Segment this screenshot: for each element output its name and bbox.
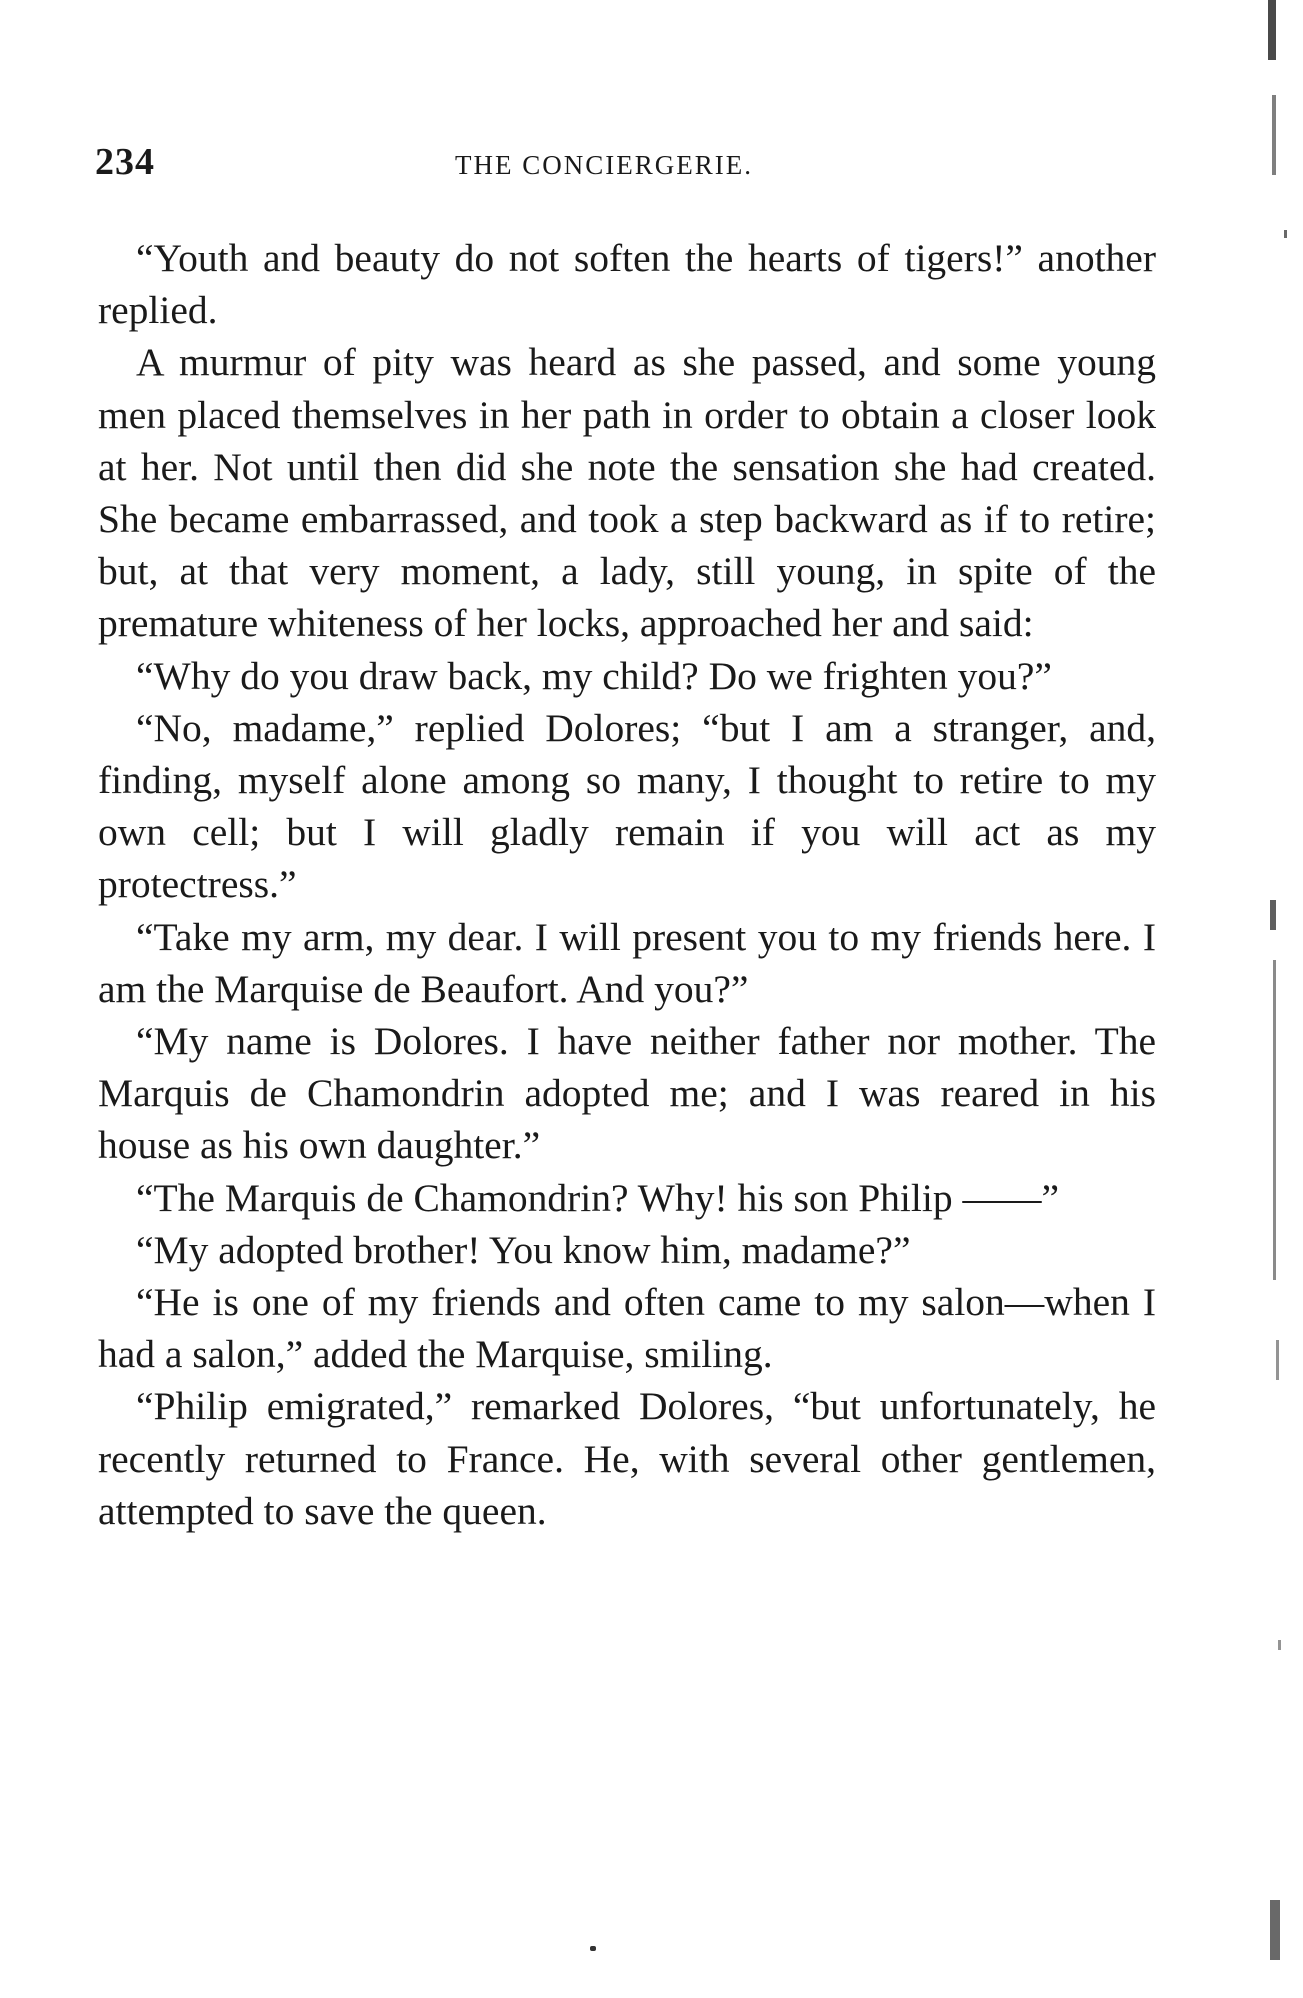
paragraph: “Why do you draw back, my child? Do we frighten you?” xyxy=(136,653,1052,698)
paragraph: A murmur of pity was heard as she passed, and some young men placed themselves in her path in order to obtain a closer look at her. Not until then did she note the sensation she had created. She became embarrassed, and took a step backward as if to retire; but, at that very moment, a lady, still young, in spite of the premature whiteness of her locks, approached her and said: xyxy=(98,340,1156,646)
scan-edge-mark xyxy=(1284,230,1287,238)
scan-edge-mark xyxy=(1278,1640,1281,1650)
scan-edge-mark xyxy=(1268,0,1276,60)
paragraph: “The Marquis de Chamondrin? Why! his son Philip ——” xyxy=(136,1175,1060,1220)
paragraph: “Philip emigrated,” remarked Dolores, “but unfortunately, he recently returned to France. He, with several other gentlemen, attempted to save the queen. xyxy=(98,1384,1156,1533)
scan-edge-mark xyxy=(1270,1900,1280,1960)
running-title: THE CONCIERGERIE. xyxy=(455,150,753,180)
body-text xyxy=(98,232,1156,1537)
scan-edge-mark xyxy=(1270,900,1276,930)
paragraph: “He is one of my friends and often came to my salon—when I had a salon,” added the Marquise, smiling. xyxy=(98,1280,1156,1377)
paragraph: “No, madame,” replied Dolores; “but I am a stranger, and, finding, myself alone among so many, I thought to retire to my own cell; but I will gladly remain if you will act as my protectress.” xyxy=(98,705,1156,907)
page-header xyxy=(95,140,1155,200)
scan-edge-mark xyxy=(1276,1340,1279,1380)
footer-mark xyxy=(590,1946,596,1951)
scan-edge-mark xyxy=(1273,960,1276,1280)
scan-edge-mark xyxy=(1272,95,1276,175)
paragraph: “My adopted brother! You know him, madame?” xyxy=(136,1227,911,1272)
paragraph: “Youth and beauty do not soften the hearts of tigers!” another replied. xyxy=(98,236,1156,333)
paragraph: “My name is Dolores. I have neither father nor mother. The Marquis de Chamondrin adopted me; and I was reared in his house as his own daughter.” xyxy=(98,1019,1156,1168)
paragraph: “Take my arm, my dear. I will present you to my friends here. I am the Marquise de Beaufort. And you?” xyxy=(98,914,1156,1011)
page-number: 234 xyxy=(95,141,155,183)
